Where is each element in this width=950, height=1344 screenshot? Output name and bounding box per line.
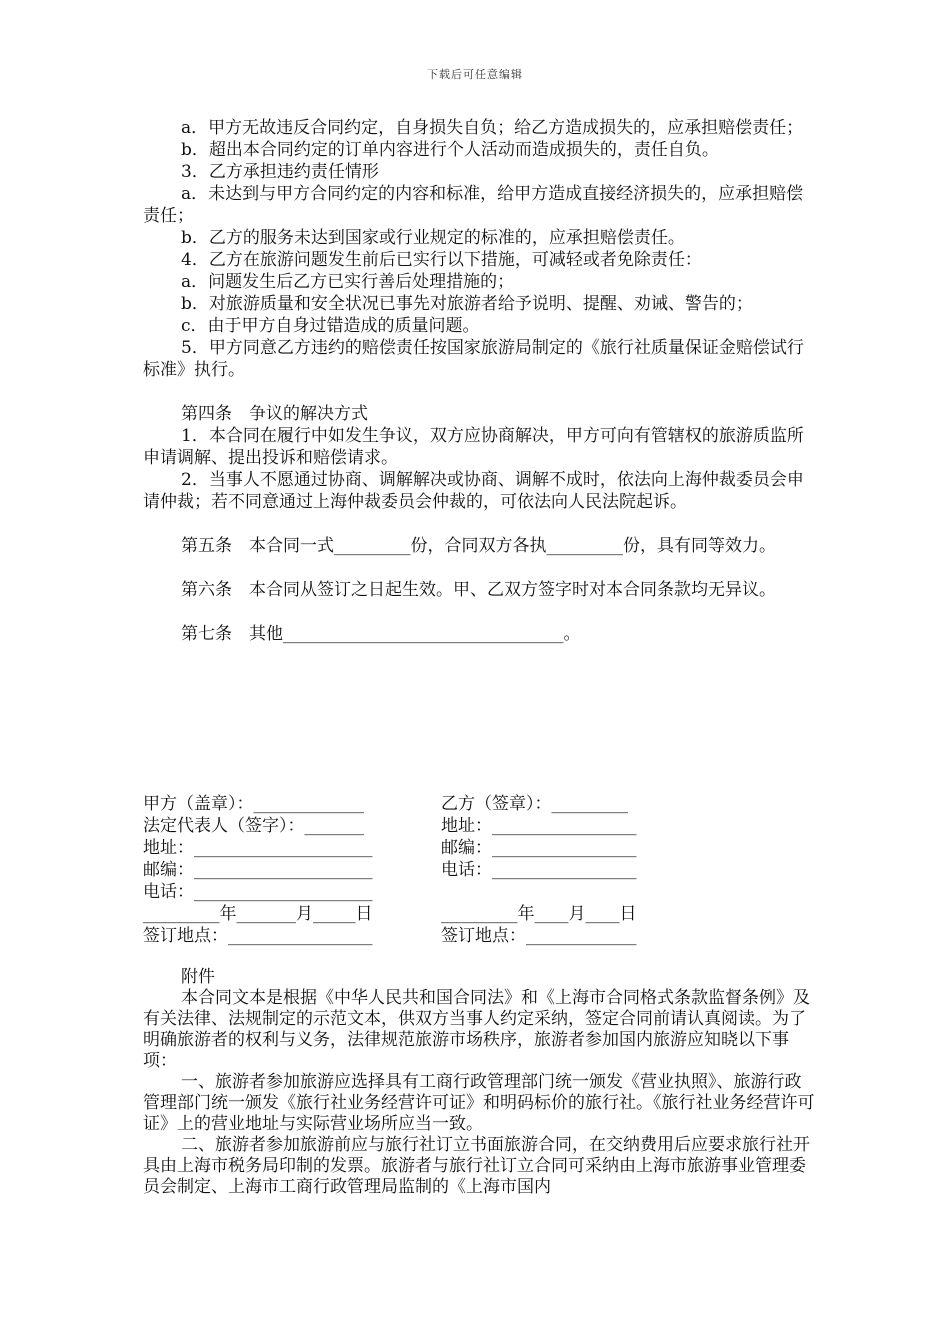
party-a-legal-rep-field[interactable]: 法定代表人（签字）：_______ <box>143 816 364 836</box>
party-b-sign-field[interactable]: 乙方（签章）：_________ <box>441 794 628 814</box>
clause-paragraph: b．超出本合同约定的订单内容进行个人活动而造成损失的，责任自负。 <box>181 140 719 160</box>
party-b-phone-field[interactable]: 电话：_________________ <box>441 860 637 880</box>
clause-paragraph: 3．乙方承担违约责任情形 <box>181 162 379 182</box>
attachment-section <box>143 967 815 1198</box>
spacer <box>143 557 815 579</box>
signature-row <box>143 815 673 837</box>
spacer <box>143 381 815 403</box>
signature-row <box>143 903 673 925</box>
spacer <box>143 513 815 535</box>
attachment-title: 附件 <box>181 967 215 987</box>
signature-row <box>143 925 673 947</box>
clause-paragraph: 4．乙方在旅游问题发生前后已实行以下措施，可减轻或者免除责任： <box>181 250 702 270</box>
clause-paragraph: b．乙方的服务未达到国家或行业规定的标准的，应承担赔偿责任。 <box>181 228 685 248</box>
party-a-address-field[interactable]: 地址：_____________________ <box>143 838 373 858</box>
attachment-paragraph: 一、旅游者参加旅游应选择具有工商行政管理部门统一颁发《营业执照》、旅游行政管理部门统一颁发《旅行社业务经营许可证》和明码标价的旅行社。《旅行社业务经营许可证》上的营业地址与实际营业场所应当一致。 <box>143 1072 815 1134</box>
spacer <box>143 601 815 623</box>
article-4-heading: 第四条 争议的解决方式 <box>181 404 368 424</box>
clause-paragraph: c．由于甲方自身过错造成的质量问题。 <box>181 316 480 336</box>
party-b-date-field[interactable]: _________年____月____日 <box>441 904 637 924</box>
party-a-location-field[interactable]: 签订地点：_________________ <box>143 926 373 946</box>
page-header-note: 下载后可任意编辑 <box>427 68 523 81</box>
party-b-location-field[interactable]: 签订地点：_____________ <box>441 926 637 946</box>
clause-paragraph: a．甲方无故违反合同约定，自身损失自负；给乙方造成损失的，应承担赔偿责任； <box>181 118 804 138</box>
clause-paragraph: 5．甲方同意乙方违约的赔偿责任按国家旅游局制定的《旅行社质量保证金赔偿试行标准》执行。 <box>143 338 804 380</box>
article-4-item: 1．本合同在履行中如发生争议，双方应协商解决，甲方可向有管辖权的旅游质监所申请调解、提出投诉和赔偿请求。 <box>143 426 804 468</box>
party-a-seal-field[interactable]: 甲方（盖章）：_____________ <box>143 794 364 814</box>
party-b-address-field[interactable]: 地址：_________________ <box>441 816 637 836</box>
signature-row <box>143 837 673 859</box>
article-4-item: 2．当事人不愿通过协商、调解解决或协商、调解不成时，依法向上海仲裁委员会申请仲裁；若不同意通过上海仲裁委员会仲裁的，可依法向人民法院起诉。 <box>143 470 804 512</box>
article-7: 第七条 其他_________________________________。 <box>181 624 581 644</box>
attachment-paragraph: 本合同文本是根据《中华人民共和国合同法》和《上海市合同格式条款监督条例》及有关法律、法规制定的示范文本，供双方当事人约定采纳，签定合同前请认真阅读。为了明确旅游者的权利与义务，法律规范旅游市场秩序，旅游者参加国内旅游应知晓以下事项： <box>143 988 810 1071</box>
party-a-date-field[interactable]: _________年_______月_____日 <box>143 904 373 924</box>
signature-row <box>143 793 673 815</box>
contract-body <box>143 117 815 645</box>
attachment-paragraph: 二、旅游者参加旅游前应与旅行社订立书面旅游合同，在交纳费用后应要求旅行社开具由上海市税务局印制的发票。旅游者与旅行社订立合同可采纳由上海市旅游事业管理委员会制定、上海市工商行政管理局监制的《上海市国内 <box>143 1135 810 1197</box>
clause-paragraph: a．未达到与甲方合同约定的内容和标准，给甲方造成直接经济损失的，应承担赔偿责任； <box>143 184 804 226</box>
signature-block <box>143 793 673 947</box>
clause-paragraph: b．对旅游质量和安全状况已事先对旅游者给予说明、提醒、劝诫、警告的； <box>181 294 753 314</box>
article-6: 第六条 本合同从签订之日起生效。甲、乙双方签字时对本合同条款均无异议。 <box>181 580 776 600</box>
party-b-postcode-field[interactable]: 邮编：_________________ <box>441 838 637 858</box>
signature-row <box>143 859 673 881</box>
clause-paragraph: a．问题发生后乙方已实行善后处理措施的； <box>181 272 515 292</box>
signature-row <box>143 881 673 903</box>
party-a-postcode-field[interactable]: 邮编：_____________________ <box>143 860 373 880</box>
party-a-phone-field[interactable]: 电话：_____________________ <box>143 882 373 902</box>
article-5: 第五条 本合同一式_________份，合同双方各执_________份，具有同等效力。 <box>181 536 776 556</box>
